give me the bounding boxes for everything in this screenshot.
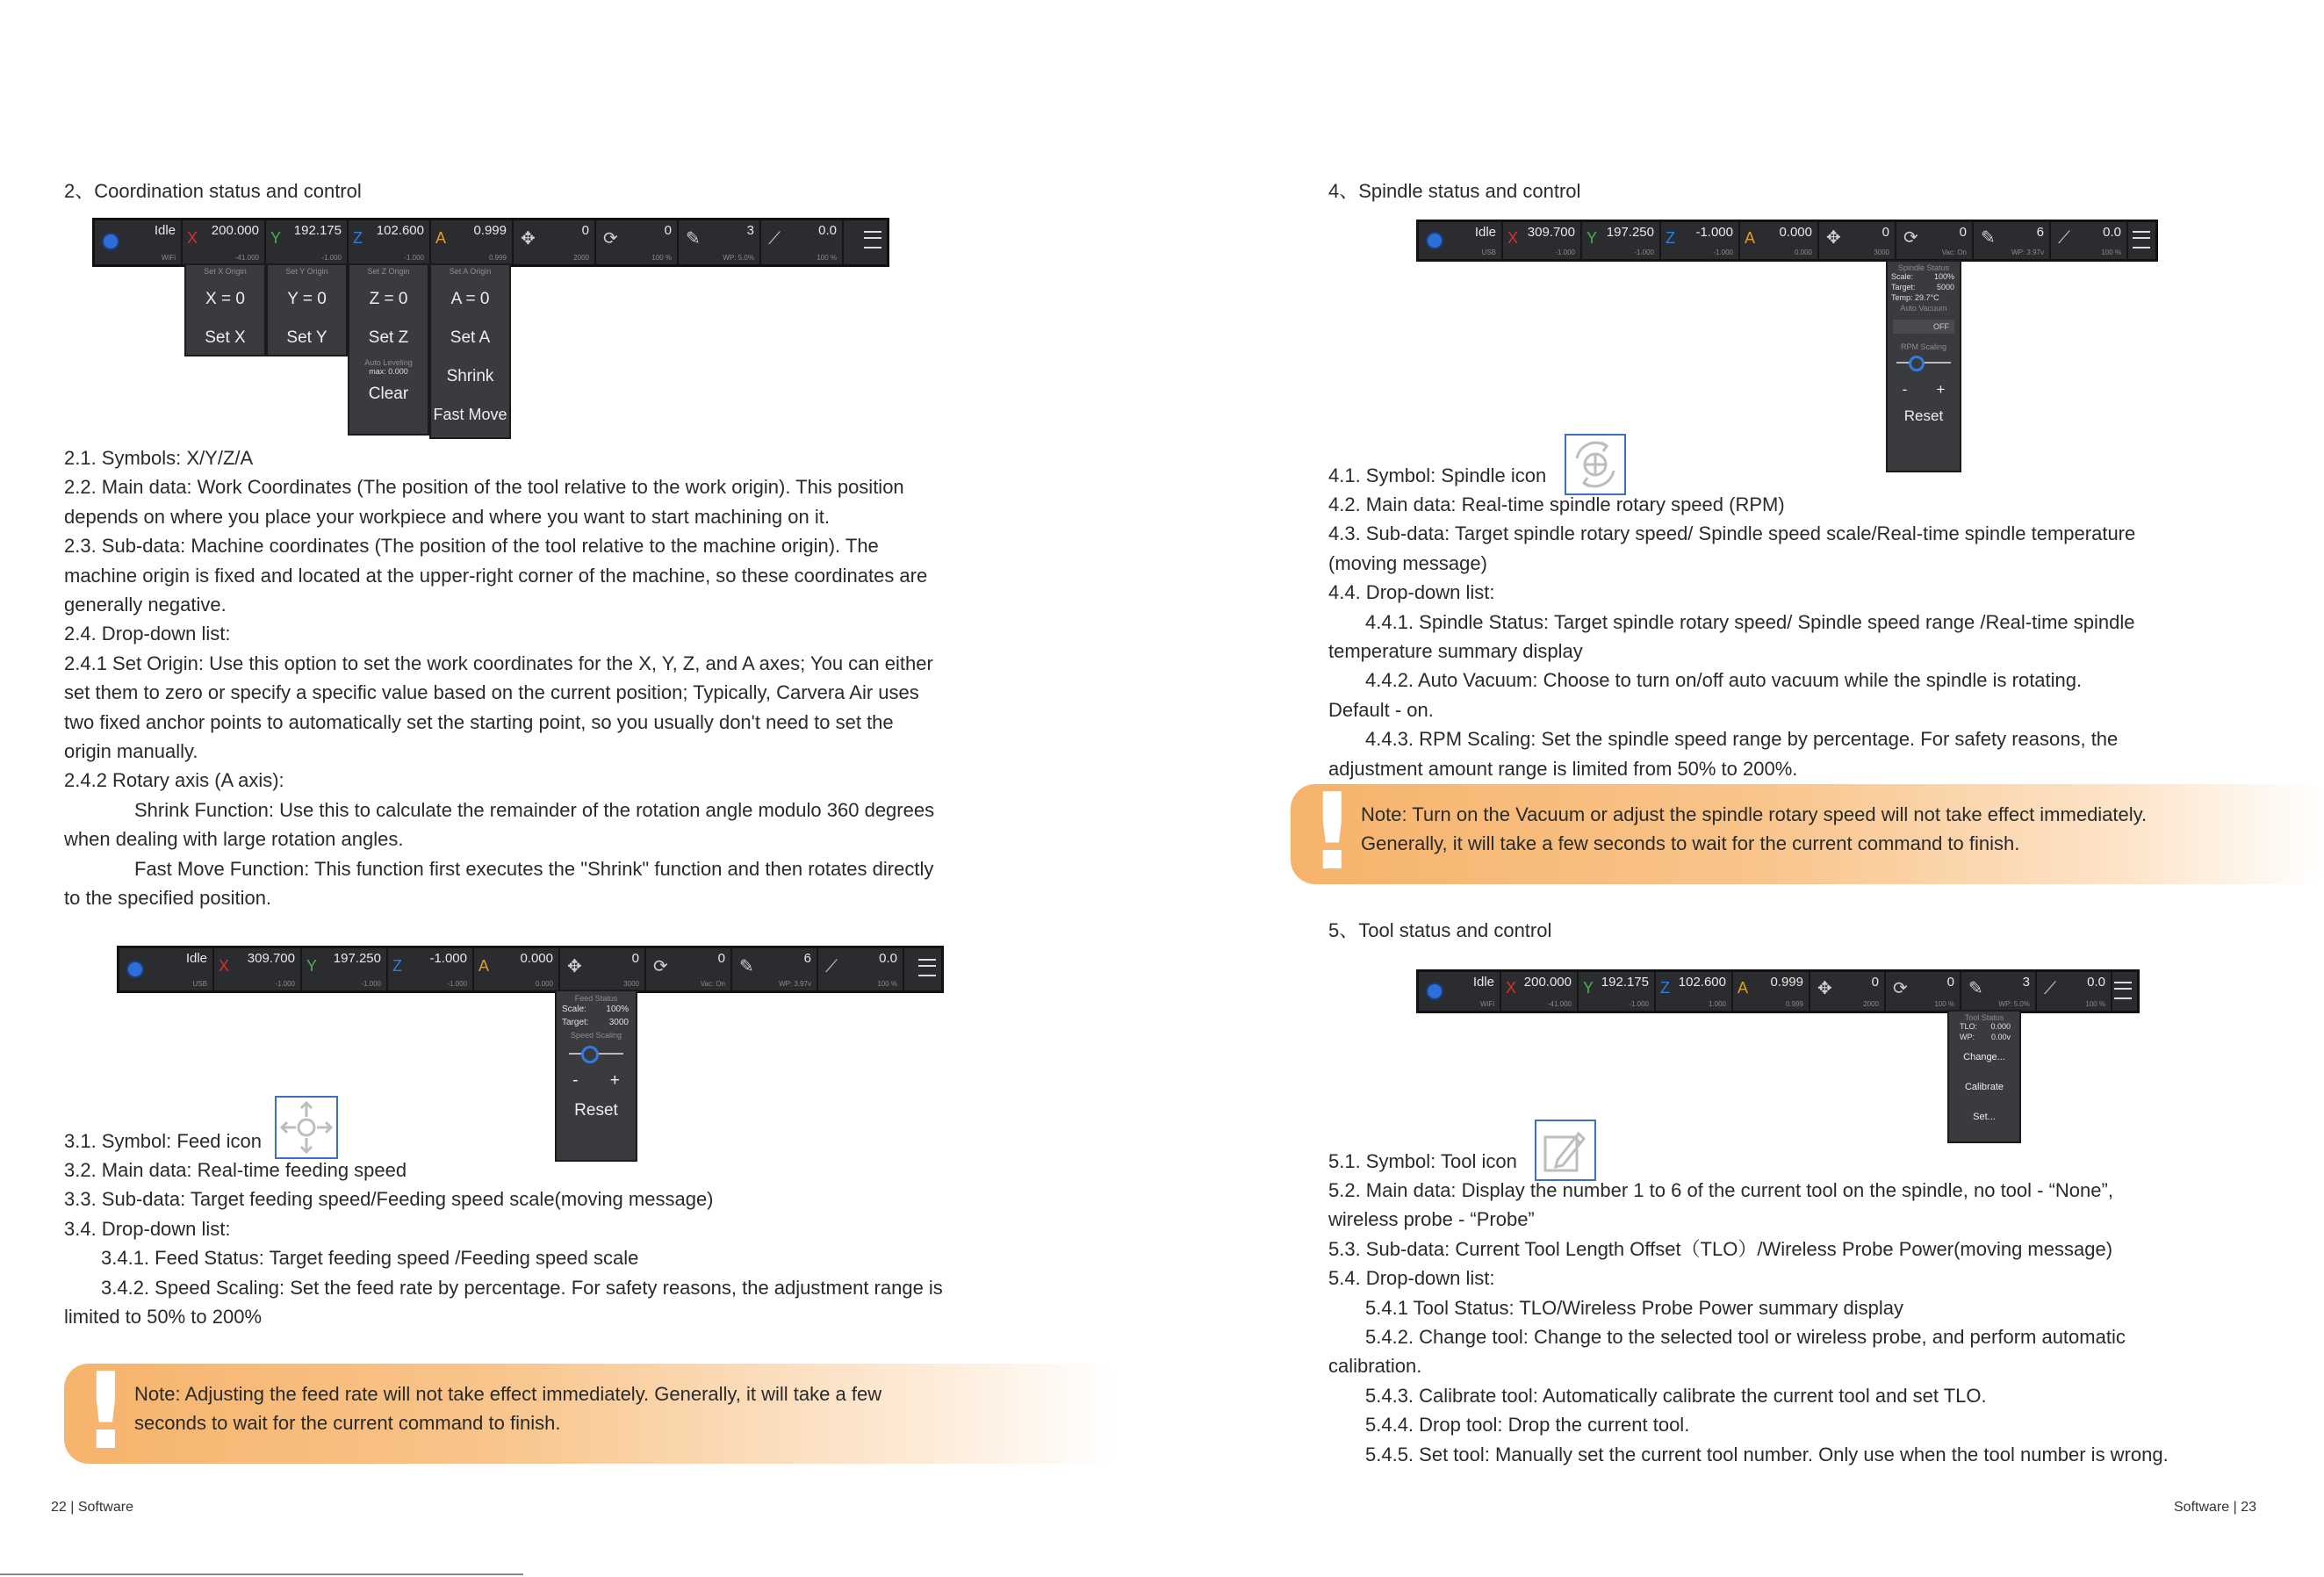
a-coordinate-cell[interactable]: A 0.000 0.000 [1740,222,1819,259]
connection-status-icon [126,961,144,978]
spindle-target: Target: 5000 [1891,283,1954,292]
z-coordinate-cell[interactable]: Z 102.600 -1.000 [349,220,431,264]
section5-text: 5.2. Main data: Display the number 1 to 6 of the current tool on the spindle, no tool - “None”, wireless probe - “Probe” 5.3. Sub-data: Current Tool Length Offset（TLO）/Wireless Probe Power(moving message) 5.4. Drop-down list: 5.4.1 Tool Status: TLO/Wireless Probe Power summary display 5.4.2. Change tool: Change to the selected tool or wireless probe, and perform automatic calibration. 5.4.3. Calibrate tool: Automatically calibrate the current tool and set TLO. 5.4.4. Drop tool: Drop the current tool. 5.4.5. Set tool: Manually set the current tool number. Only use when the tool number is wrong. [1328,1179,2169,1465]
feed-icon-sample [275,1096,338,1159]
section4-heading: 4、Spindle status and control [1328,180,1581,202]
tool-icon-sample [1535,1120,1596,1181]
spindle-icon: ⟳ [1893,979,1908,998]
rpm-stepper [1888,381,1960,399]
x-zero-button[interactable]: X = 0 [205,290,245,308]
section4-text: 4.2. Main data: Real-time spindle rotary speed (RPM) 4.3. Sub-data: Target spindle rotary speed/ Spindle speed scale/Real-time spindle temperature (moving message) 4.4. Drop-down list: 4.4.1. Spindle Status: Target spindle rotary speed/ Spindle speed range /Real-time spindle temperature summary display 4.4.2. Auto Vacuum: Choose to turn on/off auto vacuum while the spindle is rotating. Default - on. 4.4.3. RPM Scaling: Set the spindle speed range by percentage. For safety reasons, the adjustment amount range is limited from 50% to 200%. [1328,493,2136,780]
tool-icon: ✎ [686,229,701,248]
tool-cell[interactable]: ✎ 6 WP: 3.97v [732,948,818,990]
set-y-button[interactable]: Set Y [286,328,327,347]
spindle-status-label: Spindle Status [1897,263,1950,272]
connection-status-icon [102,233,119,250]
tool-icon [1536,1121,1594,1179]
y-coordinate-cell[interactable]: Y 197.250 -1.000 [1582,222,1661,259]
laser-cell[interactable]: ⟋ 0.0 100 % [818,948,904,990]
spindle-temp: Temp: 29.7°C [1891,293,1939,302]
spindle-icon [1566,436,1624,493]
feed-cell[interactable]: ✥ 0 2000 [514,220,596,264]
warning-exclamation-icon: ! [82,1364,130,1464]
section2-heading: 2、Coordination status and control [64,180,362,202]
spindle-cell[interactable]: ⟳ 0 Vac: On [646,948,732,990]
tool-icon: ✎ [739,957,754,976]
connection-status-cell[interactable]: Idle USB [119,948,214,990]
tool-tlo: TLO: 0.000 [1960,1022,2011,1031]
decrease-button[interactable]: - [572,1071,579,1090]
decrease-button[interactable]: - [1902,381,1908,398]
increase-button[interactable]: + [609,1071,620,1090]
a-axis-label: A [1738,979,1749,997]
hamburger-menu-icon [918,959,936,976]
y-zero-button[interactable]: Y = 0 [287,290,327,308]
spindle-icon: ⟳ [603,229,618,248]
spindle-cell[interactable]: ⟳ 0 100 % [596,220,679,264]
tool-cell[interactable]: ✎ 3 WP: 5.0% [1961,972,2037,1011]
auto-leveling-label: Auto Leveling [364,358,413,367]
z-coordinate-cell[interactable]: Z 102.600 1.000 [1656,972,1733,1011]
section2-text: 2.1. Symbols: X/Y/Z/A 2.2. Main data: Work Coordinates (The position of the tool relative to the work origin). This position depends on where you place your workpiece and where you want to start machining on it. 2.3. Sub-data: Machine coordinates (The position of the tool relative to the machine origin). The machine origin is fixed and located at the upper-right corner of the machine, so these coordinates are generally negative. 2.4. Drop-down list: 2.4.1 Set Origin: Use this option to set the work coordinates for the X, Y, Z, and A axes; You can either set them to zero or specify a specific value based on the current position; Typically, Carvera Air uses two fixed anchor points to automatically set the starting point, so you usually don't need to set the origin manually. 2.4.2 Rotary axis (A axis): Shrink Function: Use this to calculate the remainder of the rotation angle modulo 360 degrees when dealing with large rotation angles. Fast Move Function: This function first executes the "Shrink" function and then rotates directly to the specified position. [64,447,935,910]
spindle-cell[interactable]: ⟳ 0 Vac: On [1896,222,1974,259]
laser-icon: ⟋ [768,229,781,248]
x-origin-column [184,263,266,356]
bottom-rule [0,1573,523,1575]
menu-button[interactable] [2112,972,2137,1011]
calibrate-tool-button[interactable]: Calibrate [1964,1082,2004,1092]
feed-icon: ✥ [1826,228,1841,248]
a-origin-column [429,263,511,439]
hamburger-menu-icon [2133,231,2150,248]
y-axis-label: Y [1583,979,1594,997]
y-origin-column [266,263,348,356]
warning-exclamation-icon: ! [1308,784,1356,884]
feed-rate-note: ! Note: Adjusting the feed rate will not take effect immediately. Generally, it will take a few seconds to wait for the current command to finish. [64,1364,1118,1464]
set-z-origin-label: Set Z Origin [367,267,410,276]
a-zero-button[interactable]: A = 0 [450,290,490,308]
set-x-button[interactable]: Set X [205,328,246,347]
auto-leveling-max: max: 0.000 [369,367,408,376]
tool-toolbar [1416,969,2140,1013]
hamburger-menu-icon [2114,982,2132,999]
z-axis-label: Z [353,229,363,247]
feed-status-label: Feed Status [574,994,618,1003]
feed-toolbar [117,946,944,993]
z-axis-label: Z [1660,979,1670,997]
x-coordinate-cell[interactable]: X 309.700 -1.000 [1503,222,1582,259]
tool-cell[interactable]: ✎ 6 WP: 3.97v [1974,222,2051,259]
a-coordinate-cell[interactable]: A 0.999 0.999 [431,220,514,264]
tool-status-label: Tool Status [1964,1013,2004,1022]
hamburger-menu-icon [864,231,881,248]
set-y-origin-label: Set Y Origin [285,267,328,276]
reset-button[interactable]: Reset [1903,407,1944,424]
y-coordinate-cell[interactable]: Y 192.175 -1.000 [1579,972,1656,1011]
set-tool-button[interactable]: Set... [1973,1112,1996,1122]
tool-symbol-line: 5.1. Symbol: Tool icon [1328,1150,1517,1172]
feed-icon: ✥ [1817,979,1832,998]
spindle-icon: ⟳ [653,957,668,976]
a-axis-label: A [435,229,447,247]
menu-button[interactable] [2128,222,2155,259]
feed-icon [277,1098,336,1157]
connection-status-icon [1426,232,1443,249]
auto-vacuum-label: Auto Vacuum [1900,304,1947,313]
tool-dropdown [1947,1010,2021,1143]
set-origin-dropdown [184,263,511,439]
a-axis-label: A [1745,229,1756,247]
spindle-symbol-line: 4.1. Symbol: Spindle icon [1328,464,1547,486]
set-x-origin-label: Set X Origin [204,267,247,276]
increase-button[interactable]: + [1936,381,1946,398]
x-axis-label: X [1507,229,1519,247]
reset-button[interactable]: Reset [574,1101,618,1120]
menu-button[interactable] [844,220,887,264]
tool-cell[interactable]: ✎ 3 WP: 5.0% [679,220,761,264]
a-axis-label: A [478,957,490,975]
spindle-dropdown [1886,260,1961,472]
feed-stepper [557,1071,636,1091]
feed-scale: Scale: 100% [562,1005,629,1014]
y-coordinate-cell[interactable]: Y 192.175 -1.000 [266,220,349,264]
set-a-button[interactable]: Set A [450,328,491,347]
shrink-button[interactable]: Shrink [446,367,494,385]
z-coordinate-cell[interactable]: Z -1.000 -1.000 [1661,222,1740,259]
left-page-footer: 22 | Software [51,1500,133,1515]
laser-icon: ⟋ [2044,979,2056,998]
x-axis-label: X [1506,979,1517,997]
a-coordinate-cell[interactable]: A 0.999 0.999 [1733,972,1810,1011]
x-coordinate-cell[interactable]: X 200.000 -41.000 [1501,972,1579,1011]
fast-move-button[interactable]: Fast Move [433,406,507,423]
laser-icon: ⟋ [825,957,838,976]
a-coordinate-cell[interactable]: A 0.000 0.000 [474,948,560,990]
set-a-origin-label: Set A Origin [449,267,492,276]
laser-cell[interactable]: ⟋ 0.0 100 % [2051,222,2128,259]
x-coordinate-cell[interactable]: X 309.700 -1.000 [214,948,302,990]
speed-scaling-slider[interactable] [557,1040,636,1066]
feed-icon: ✥ [567,957,582,976]
right-page-footer: Software | 23 [2174,1500,2256,1515]
feed-cell[interactable]: ✥ 0 3000 [1819,222,1896,259]
z-axis-label: Z [392,957,402,975]
feed-cell[interactable]: ✥ 0 2000 [1810,972,1886,1011]
z-zero-button[interactable]: Z = 0 [369,290,408,308]
z-axis-label: Z [1666,229,1675,247]
x-axis-label: X [219,957,230,975]
clear-button[interactable]: Clear [368,385,409,403]
connection-status-cell[interactable]: Idle WiFi [95,220,183,264]
spindle-scale: Scale: 100% [1891,272,1954,281]
speed-scaling-label: Speed Scaling [570,1031,622,1040]
feed-dropdown [555,990,637,1162]
y-axis-label: Y [1587,229,1598,247]
auto-vacuum-toggle[interactable]: OFF [1893,320,1954,334]
z-coordinate-cell[interactable]: Z -1.000 -1.000 [388,948,474,990]
connection-status-icon [1426,983,1443,1000]
laser-cell[interactable]: ⟋ 0.0 100 % [2037,972,2112,1011]
rpm-scaling-label: RPM Scaling [1900,342,1947,351]
feed-target: Target: 3000 [562,1018,629,1027]
change-tool-button[interactable]: Change... [1963,1052,2005,1062]
x-axis-label: X [187,229,198,247]
y-axis-label: Y [270,229,282,247]
spindle-icon-sample [1565,434,1626,495]
x-coordinate-cell[interactable]: X 200.000 -41.000 [183,220,266,264]
rpm-scaling-slider[interactable] [1888,351,1960,372]
feed-cell[interactable]: ✥ 0 3000 [560,948,646,990]
connection-status-cell[interactable]: Idle USB [1419,222,1503,259]
tool-wp: WP: 0.00v [1960,1033,2011,1041]
y-axis-label: Y [306,957,318,975]
z-origin-column [348,263,429,436]
section5-heading: 5、Tool status and control [1328,919,1552,941]
menu-button[interactable] [904,948,941,990]
spindle-note: ! Note: Turn on the Vacuum or adjust the spindle rotary speed will not take effect immediately. Generally, it will take a few seconds to wait for the current command to finish. [1291,784,2324,884]
spindle-cell[interactable]: ⟳ 0 100 % [1886,972,1961,1011]
tool-icon: ✎ [1968,979,1983,998]
feed-icon: ✥ [521,229,536,248]
connection-status-cell[interactable]: Idle WiFi [1419,972,1501,1011]
tool-icon: ✎ [1981,228,1996,248]
laser-cell[interactable]: ⟋ 0.0 100 % [761,220,844,264]
spindle-toolbar [1416,220,2158,262]
section3-text: 3.2. Main data: Real-time feeding speed 3.3. Sub-data: Target feeding speed/Feeding speed scale(moving message) 3.4. Drop-down list: 3.4.1. Feed Status: Target feeding speed /Feeding speed scale 3.4.2. Speed Scaling: Set the feed rate by percentage. For safety reasons, the adjustment range is limited to 50% to 200% [64,1159,943,1329]
status-toolbar [92,218,889,267]
y-coordinate-cell[interactable]: Y 197.250 -1.000 [302,948,388,990]
feed-symbol-line: 3.1. Symbol: Feed icon [64,1130,263,1152]
spindle-icon: ⟳ [1903,228,1918,248]
set-z-button[interactable]: Set Z [368,328,409,347]
laser-icon: ⟋ [2058,228,2070,248]
